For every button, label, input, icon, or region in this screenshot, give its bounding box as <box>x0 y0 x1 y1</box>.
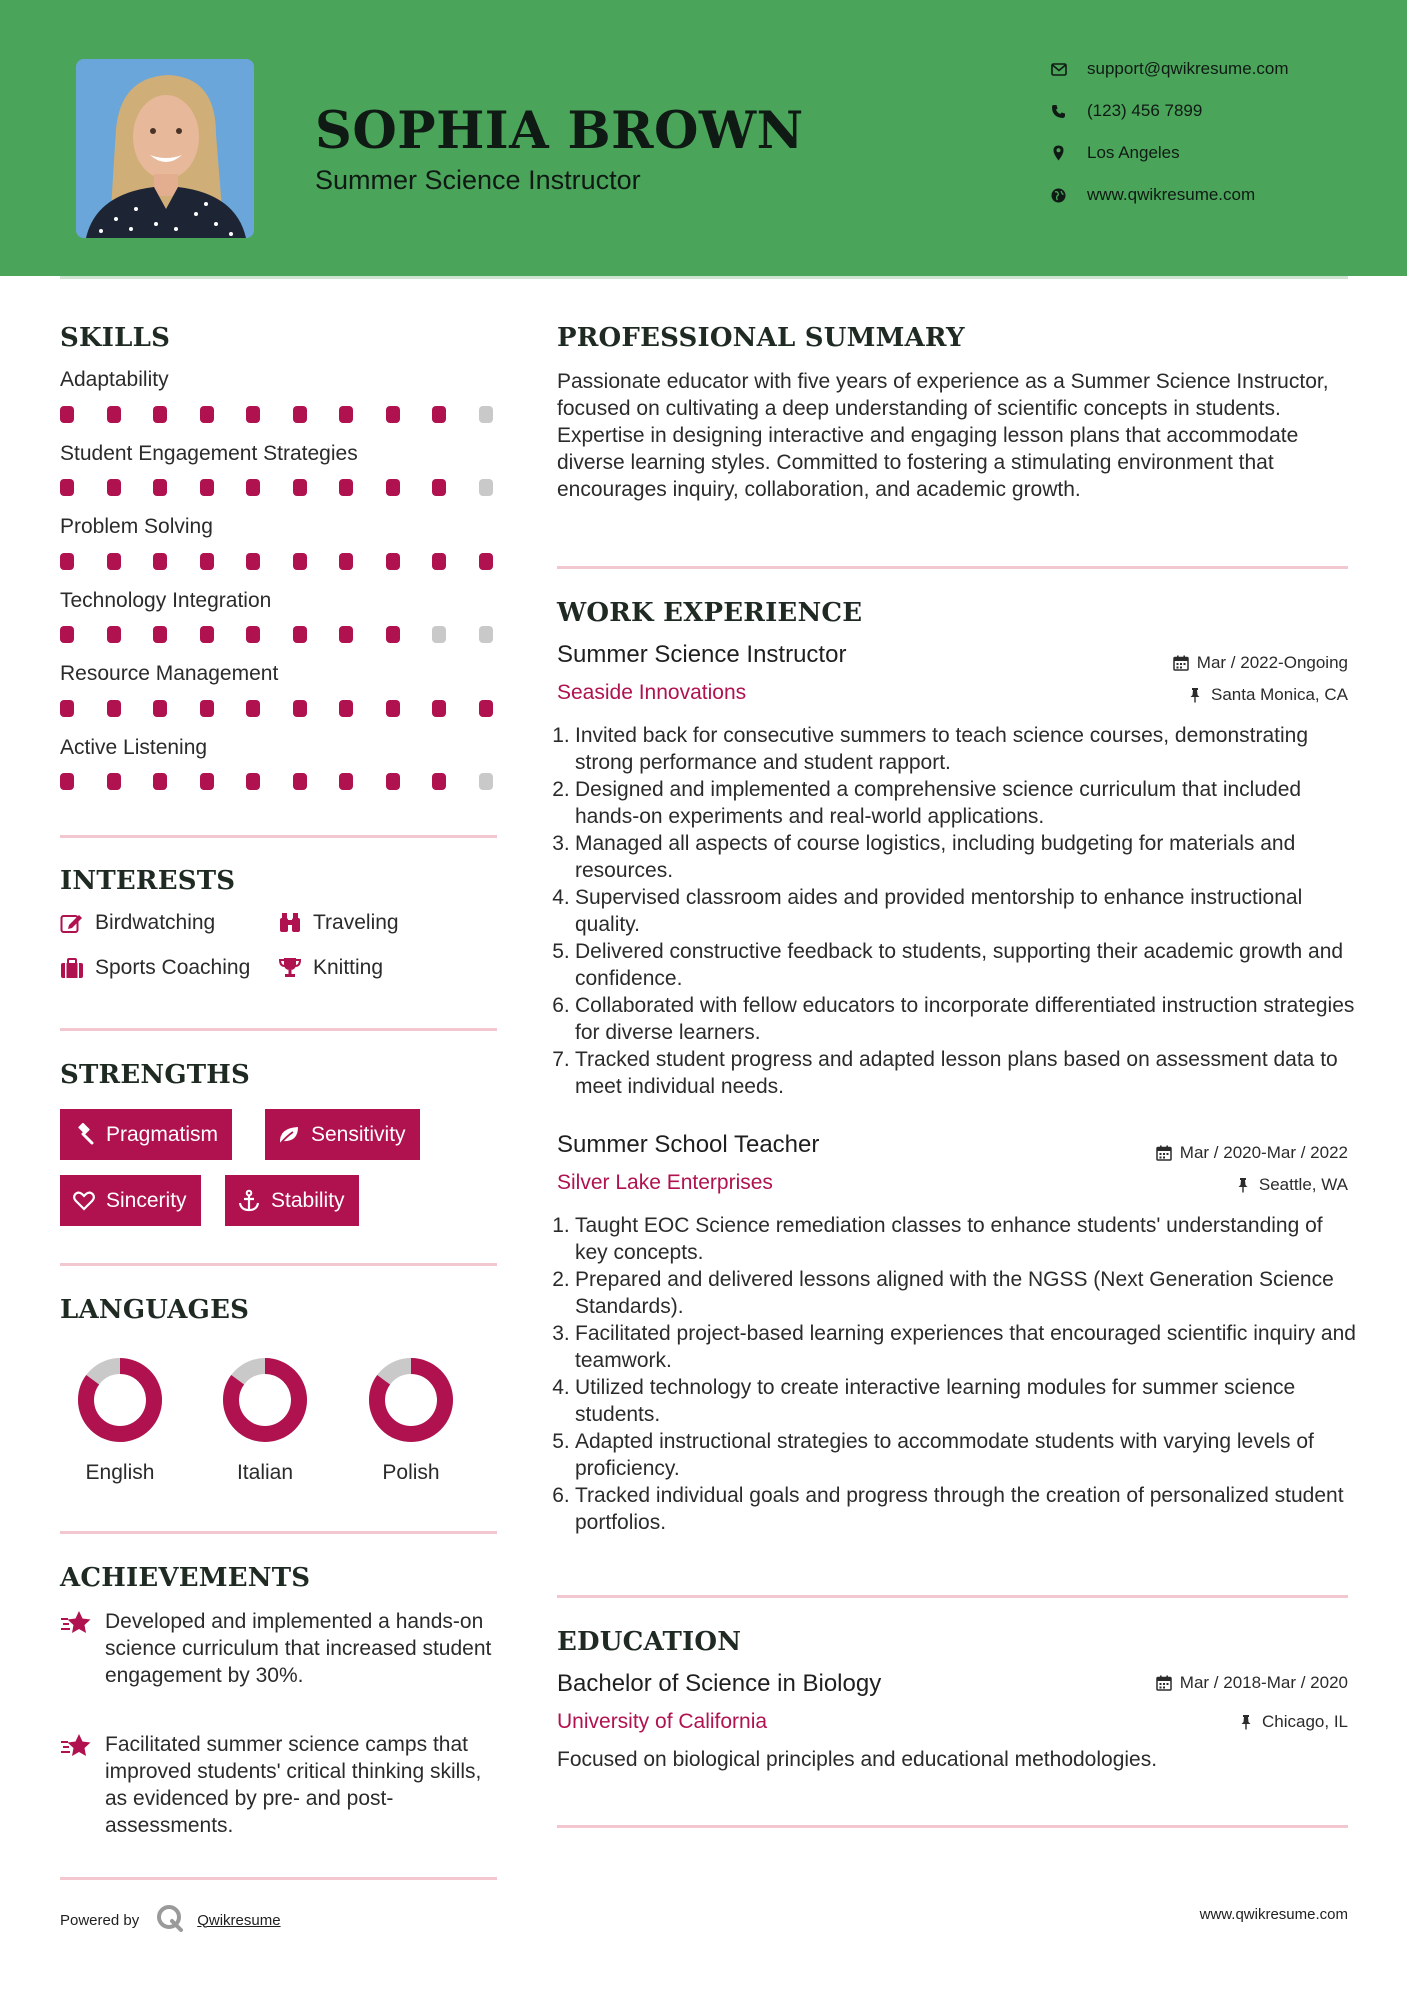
summary-heading: PROFESSIONAL SUMMARY <box>557 323 965 353</box>
job-dates <box>1156 1143 1348 1163</box>
language-label: Italian <box>236 1461 294 1484</box>
interest-label: Knitting <box>313 956 384 979</box>
skill-dot <box>200 700 214 717</box>
job-location <box>1235 1175 1348 1195</box>
briefcase-icon <box>60 957 84 979</box>
star-icon <box>60 1733 92 1759</box>
strength-label: Pragmatism <box>106 1122 219 1146</box>
experience-heading: WORK EXPERIENCE <box>557 598 863 628</box>
education-description: Focused on biological principles and educational methodologies. <box>557 1748 1158 1771</box>
language-label: English <box>85 1461 155 1484</box>
skill-dot <box>339 626 353 643</box>
section-divider <box>557 1825 1348 1828</box>
skill-dot <box>200 406 214 423</box>
skill-dot <box>200 626 214 643</box>
section-divider <box>557 1595 1348 1598</box>
contact-location <box>1050 143 1380 163</box>
education-dates <box>1156 1673 1348 1693</box>
skill-dot <box>432 406 446 423</box>
language-ring <box>220 1355 310 1445</box>
list-item: Prepared and delivered lessons aligned with the NGSS (Next Generation Science Standards). <box>575 1268 1334 1318</box>
skill-dot <box>200 479 214 496</box>
profile-photo <box>76 59 254 238</box>
skill-dot <box>293 406 307 423</box>
interest-item <box>278 956 383 980</box>
skill-dot <box>153 479 167 496</box>
skill-dot <box>107 479 121 496</box>
education-degree: Bachelor of Science in Biology <box>557 1670 882 1697</box>
skill-dot <box>386 406 400 423</box>
skill-label: Active Listening <box>60 736 208 759</box>
section-divider <box>60 1877 497 1880</box>
interest-item <box>278 911 399 935</box>
envelope-icon <box>1050 61 1067 78</box>
skill-dot <box>339 479 353 496</box>
skill-dot <box>246 553 260 570</box>
pencil-icon <box>60 912 84 934</box>
skill-dot <box>386 553 400 570</box>
section-divider <box>60 1531 497 1534</box>
skill-dot <box>60 479 74 496</box>
contact-phone-text: (123) 456 7899 <box>1087 101 1203 120</box>
skill-dot <box>153 553 167 570</box>
skill-dot <box>339 773 353 790</box>
achievement-text: Developed and implemented a hands-on science curriculum that increased student engagement by 30%. <box>105 1610 492 1687</box>
skill-rating <box>60 773 498 790</box>
list-item: Facilitated project-based learning experiences that encouraged scientific inquiry and teamwork. <box>575 1322 1356 1372</box>
job-location-text: Seattle, WA <box>1258 1175 1348 1194</box>
skill-dot <box>293 773 307 790</box>
skill-dot <box>432 773 446 790</box>
strength-tag <box>60 1109 232 1160</box>
skill-label: Resource Management <box>60 662 279 685</box>
skill-rating <box>60 626 498 643</box>
gavel-icon <box>72 1123 96 1147</box>
language-label: Polish <box>382 1461 440 1484</box>
powered-by-text: Powered by <box>60 1911 140 1929</box>
skill-dot <box>293 479 307 496</box>
skill-dot <box>246 479 260 496</box>
strength-tag <box>265 1109 420 1160</box>
skill-rating <box>60 700 498 717</box>
strengths-heading: STRENGTHS <box>60 1060 251 1090</box>
skill-label: Problem Solving <box>60 515 213 538</box>
skill-dot <box>246 406 260 423</box>
contact-website[interactable] <box>1050 185 1380 205</box>
language-ring <box>75 1355 165 1445</box>
calendar-icon <box>1173 655 1189 671</box>
trophy-icon <box>278 957 302 979</box>
language-ring <box>366 1355 456 1445</box>
list-item: Collaborated with fellow educators to incorporate differentiated instruction strategies for diverse learners. <box>575 994 1355 1044</box>
skill-dot <box>479 553 493 570</box>
languages-heading: LANGUAGES <box>60 1295 250 1325</box>
list-item: Supervised classroom aides and provided mentorship to enhance instructional quality. <box>575 886 1303 936</box>
pushpin-icon <box>1235 1177 1251 1193</box>
globe-icon <box>1050 187 1067 204</box>
job-location-text: Santa Monica, CA <box>1210 685 1348 704</box>
contact-phone[interactable] <box>1050 101 1380 121</box>
language-item <box>210 1355 320 1485</box>
achievement-item <box>60 1608 500 1689</box>
job-responsibilities <box>557 1212 1357 1536</box>
calendar-icon <box>1156 1145 1172 1161</box>
skill-dot <box>386 700 400 717</box>
list-item: Managed all aspects of course logistics, including budgeting for materials and resources. <box>575 832 1296 882</box>
skill-dot <box>200 553 214 570</box>
skill-dot <box>153 773 167 790</box>
skill-dot <box>60 626 74 643</box>
job-location <box>1187 685 1348 705</box>
skill-dot <box>293 553 307 570</box>
heart-icon <box>72 1189 96 1213</box>
skill-label: Adaptability <box>60 368 169 391</box>
job-dates-text: Mar / 2022-Ongoing <box>1196 653 1348 672</box>
education-location-text: Chicago, IL <box>1262 1712 1348 1731</box>
skill-dot <box>246 700 260 717</box>
skill-dot <box>386 773 400 790</box>
education-school: University of California <box>557 1710 768 1733</box>
phone-icon <box>1050 103 1067 120</box>
footer-website-link[interactable]: www.qwikresume.com <box>1199 1906 1348 1923</box>
skill-dot <box>479 773 493 790</box>
achievement-text: Facilitated summer science camps that improved students' critical thinking skills, as evidenced by pre- and post-assessments. <box>105 1733 482 1837</box>
skill-dot <box>293 626 307 643</box>
list-item: Tracked individual goals and progress through the creation of personalized student portfolios. <box>575 1484 1344 1534</box>
skill-dot <box>479 479 493 496</box>
skill-dot <box>246 626 260 643</box>
section-divider <box>557 566 1348 569</box>
strength-tag <box>225 1175 359 1226</box>
binoculars-icon <box>278 912 302 934</box>
skill-dot <box>479 700 493 717</box>
skill-dot <box>479 406 493 423</box>
interest-label: Sports Coaching <box>95 956 251 979</box>
job-dates-text: Mar / 2020-Mar / 2022 <box>1179 1143 1348 1162</box>
achievements-heading: ACHIEVEMENTS <box>60 1563 311 1593</box>
skill-dot <box>432 553 446 570</box>
language-item <box>65 1355 175 1485</box>
interest-item <box>60 911 215 935</box>
skill-dot <box>107 553 121 570</box>
skill-dot <box>107 626 121 643</box>
skill-dot <box>246 773 260 790</box>
section-divider <box>60 835 497 838</box>
skill-dot <box>107 773 121 790</box>
skill-dot <box>339 553 353 570</box>
star-icon <box>60 1610 92 1636</box>
skill-dot <box>107 406 121 423</box>
anchor-icon <box>237 1189 261 1213</box>
calendar-icon <box>1156 1675 1172 1691</box>
education-heading: EDUCATION <box>557 1627 742 1657</box>
qwikresume-logo-icon <box>155 1903 185 1937</box>
qwikresume-link[interactable]: Qwikresume <box>197 1911 281 1929</box>
achievement-item <box>60 1731 500 1839</box>
skill-dot <box>432 479 446 496</box>
skill-dot <box>60 700 74 717</box>
skill-dot <box>293 700 307 717</box>
pushpin-icon <box>1238 1714 1254 1730</box>
skill-dot <box>339 406 353 423</box>
strength-label: Sincerity <box>106 1188 187 1212</box>
interest-label: Traveling <box>313 911 399 934</box>
interests-heading: INTERESTS <box>60 866 236 896</box>
skill-dot <box>432 700 446 717</box>
pushpin-icon <box>1187 687 1203 703</box>
contact-email-text: support@qwikresume.com <box>1087 59 1289 78</box>
job-company: Seaside Innovations <box>557 681 747 704</box>
job-title: Summer School Teacher <box>557 1131 820 1158</box>
candidate-name: SOPHIA BROWN <box>315 101 804 161</box>
skill-dot <box>200 773 214 790</box>
map-marker-icon <box>1050 145 1067 162</box>
strength-tag <box>60 1175 201 1226</box>
language-item <box>356 1355 466 1485</box>
header-banner <box>0 0 1407 276</box>
summary-text: Passionate educator with five years of experience as a Summer Science Instructor, focused on cultivating a deep understanding of scientific concepts in students. Expertise in designing interactive and engaging lesson plans that accommodate diverse learning styles. Committed to fostering a stimulating environment that encourages inquiry, collaboration, and academic growth. <box>557 370 1329 501</box>
skill-rating <box>60 406 498 423</box>
skill-label: Student Engagement Strategies <box>60 442 358 465</box>
list-item: Taught EOC Science remediation classes to enhance students' understanding of key concepts. <box>575 1214 1323 1264</box>
skills-heading: SKILLS <box>60 323 171 353</box>
skill-rating <box>60 479 498 496</box>
strength-label: Stability <box>271 1188 345 1212</box>
skill-rating <box>60 553 498 570</box>
skill-dot <box>60 553 74 570</box>
list-item: Utilized technology to create interactive learning modules for summer science students. <box>575 1376 1296 1426</box>
list-item: Delivered constructive feedback to students, supporting their academic growth and confidence. <box>575 940 1344 990</box>
skill-label: Technology Integration <box>60 589 272 612</box>
interest-item <box>60 956 250 980</box>
candidate-title: Summer Science Instructor <box>315 165 641 195</box>
contact-location-text: Los Angeles <box>1087 143 1180 162</box>
contact-email[interactable] <box>1050 59 1380 79</box>
skill-dot <box>153 406 167 423</box>
footer-powered-by <box>60 1903 281 1937</box>
list-item: Designed and implemented a comprehensive science curriculum that included hands-on experiments and real-world applications. <box>575 778 1302 828</box>
skill-dot <box>386 626 400 643</box>
skill-dot <box>107 700 121 717</box>
skill-dot <box>60 406 74 423</box>
skill-dot <box>432 626 446 643</box>
section-divider <box>60 1263 497 1266</box>
skill-dot <box>153 700 167 717</box>
skill-dot <box>386 479 400 496</box>
job-company: Silver Lake Enterprises <box>557 1171 773 1194</box>
list-item: Adapted instructional strategies to accommodate students with varying levels of proficiency. <box>575 1430 1314 1480</box>
education-location <box>1238 1712 1348 1732</box>
strength-label: Sensitivity <box>311 1122 406 1146</box>
contact-website-text: www.qwikresume.com <box>1087 185 1256 204</box>
skill-dot <box>153 626 167 643</box>
job-dates <box>1173 653 1348 673</box>
list-item: Invited back for consecutive summers to teach science courses, demonstrating strong performance and student rapport. <box>575 724 1309 774</box>
interest-label: Birdwatching <box>95 911 216 934</box>
job-responsibilities <box>557 722 1357 1100</box>
education-dates-text: Mar / 2018-Mar / 2020 <box>1179 1673 1348 1692</box>
skill-dot <box>479 626 493 643</box>
job-title: Summer Science Instructor <box>557 641 847 668</box>
section-divider <box>60 1028 497 1031</box>
skill-dot <box>339 700 353 717</box>
skill-dot <box>60 773 74 790</box>
list-item: Tracked student progress and adapted lesson plans based on assessment data to meet individual needs. <box>575 1048 1338 1098</box>
leaf-icon <box>277 1123 301 1147</box>
header-divider <box>60 276 1348 279</box>
